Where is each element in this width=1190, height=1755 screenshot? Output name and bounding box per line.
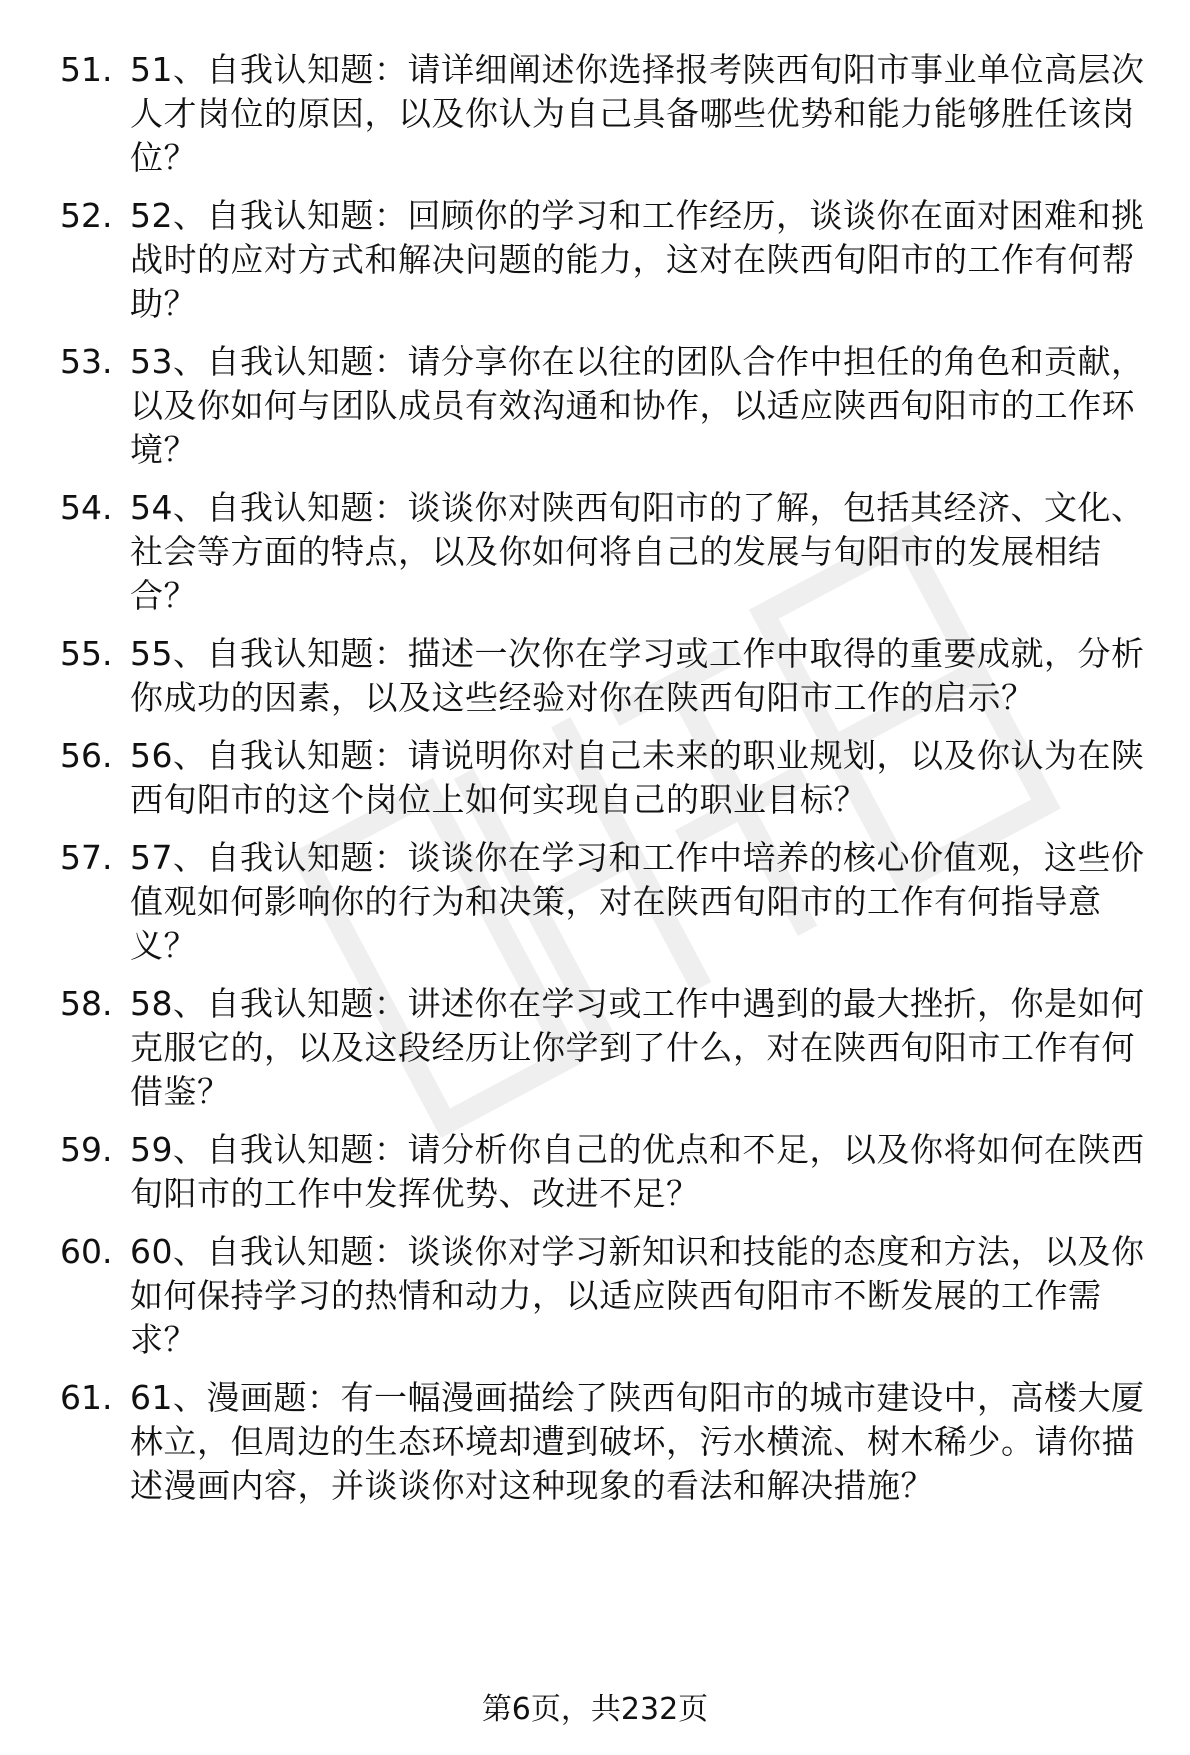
question-text: 52、自我认知题：回顾你的学习和工作经历，谈谈你在面对困难和挑战时的应对方式和解决问题的能力，这对在陕西旬阳市的工作有何帮助？	[130, 196, 1145, 323]
question-text: 58、自我认知题：讲述你在学习或工作中遇到的最大挫折，你是如何克服它的，以及这段经历让你学到了什么，对在陕西旬阳市工作有何借鉴？	[130, 984, 1145, 1111]
list-item	[60, 486, 1150, 618]
question-number: 59.	[60, 1130, 113, 1169]
list-item	[60, 194, 1150, 326]
list-item	[60, 1376, 1150, 1508]
question-number: 54.	[60, 488, 113, 527]
question-number: 52.	[60, 196, 113, 235]
question-text: 53、自我认知题：请分享你在以往的团队合作中担任的角色和贡献，以及你如何与团队成员有效沟通和协作，以适应陕西旬阳市的工作环境？	[130, 342, 1145, 469]
page-footer: 第6页，共232页	[481, 1692, 709, 1727]
question-list	[60, 48, 1150, 1522]
question-text: 61、漫画题：有一幅漫画描绘了陕西旬阳市的城市建设中，高楼大厦林立，但周边的生态环境却遭到破坏，污水横流、树木稀少。请你描述漫画内容，并谈谈你对这种现象的看法和解决措施？	[130, 1378, 1145, 1505]
list-item	[60, 734, 1150, 822]
question-text: 51、自我认知题：请详细阐述你选择报考陕西旬阳市事业单位高层次人才岗位的原因，以及你认为自己具备哪些优势和能力能够胜任该岗位？	[130, 50, 1145, 177]
list-item	[60, 1128, 1150, 1216]
question-text: 60、自我认知题：谈谈你对学习新知识和技能的态度和方法，以及你如何保持学习的热情和动力，以适应陕西旬阳市不断发展的工作需求？	[130, 1232, 1145, 1359]
question-text: 54、自我认知题：谈谈你对陕西旬阳市的了解，包括其经济、文化、社会等方面的特点，以及你如何将自己的发展与旬阳市的发展相结合？	[130, 488, 1145, 615]
question-number: 51.	[60, 50, 113, 89]
question-text: 59、自我认知题：请分析你自己的优点和不足，以及你将如何在陕西旬阳市的工作中发挥优势、改进不足？	[130, 1130, 1145, 1213]
question-number: 57.	[60, 838, 113, 877]
question-number: 60.	[60, 1232, 113, 1271]
question-number: 55.	[60, 634, 113, 673]
question-number: 58.	[60, 984, 113, 1023]
question-number: 53.	[60, 342, 113, 381]
list-item	[60, 836, 1150, 968]
question-text: 55、自我认知题：描述一次你在学习或工作中取得的重要成就，分析你成功的因素，以及这些经验对你在陕西旬阳市工作的启示？	[130, 634, 1145, 717]
list-item	[60, 48, 1150, 180]
list-item	[60, 982, 1150, 1114]
question-text: 57、自我认知题：谈谈你在学习和工作中培养的核心价值观，这些价值观如何影响你的行为和决策，对在陕西旬阳市的工作有何指导意义？	[130, 838, 1145, 965]
list-item	[60, 1230, 1150, 1362]
question-number: 56.	[60, 736, 113, 775]
list-item	[60, 632, 1150, 720]
question-number: 61.	[60, 1378, 113, 1417]
list-item	[60, 340, 1150, 472]
question-text: 56、自我认知题：请说明你对自己未来的职业规划，以及你认为在陕西旬阳市的这个岗位上如何实现自己的职业目标？	[130, 736, 1145, 819]
